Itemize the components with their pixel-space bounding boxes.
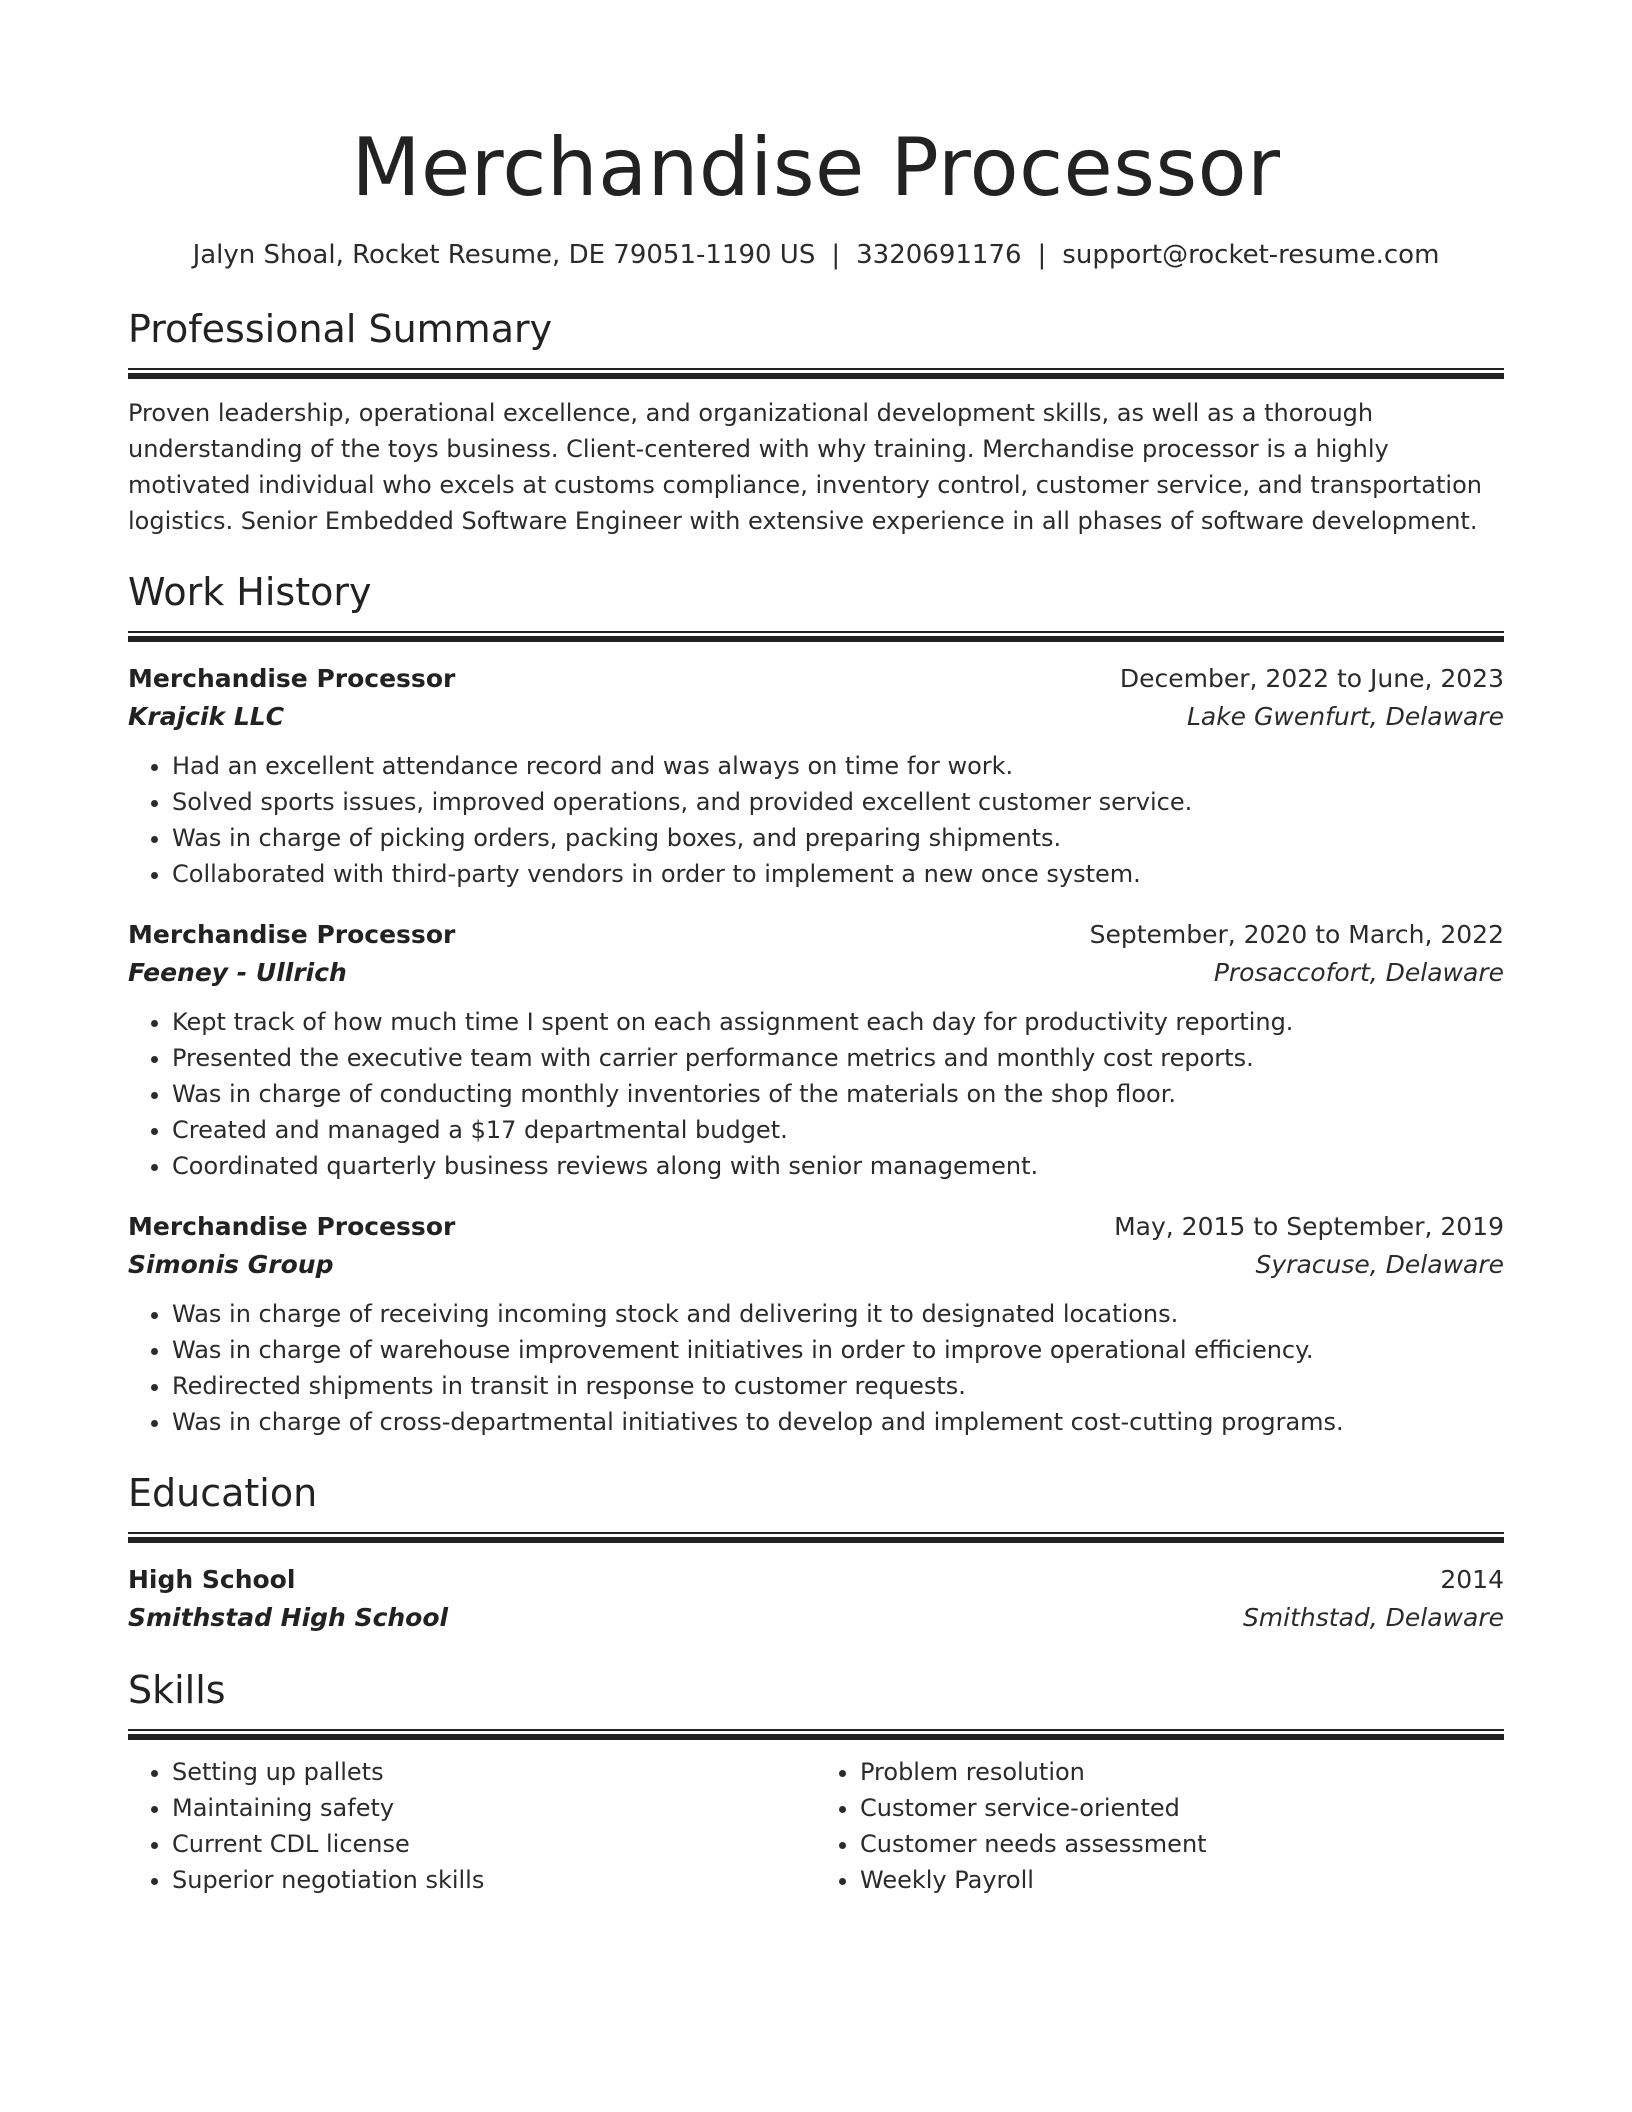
job-bullet: • Was in charge of conducting monthly inventories of the materials on the shop floor. xyxy=(172,1076,1504,1112)
skill-item: • Problem resolution xyxy=(860,1754,1504,1790)
skills-heading: Skills xyxy=(128,1668,226,1712)
resume-title: Merchandise Processor xyxy=(351,121,1281,214)
skill-item: • Current CDL license xyxy=(172,1826,816,1862)
job-title: Merchandise Processor xyxy=(128,920,456,949)
job-location: Prosaccofort, Delaware xyxy=(1213,958,1504,987)
job-bullet: • Had an excellent attendance record and was always on time for work. xyxy=(172,748,1504,784)
summary-section xyxy=(128,304,1504,539)
contact-email: support@rocket-resume.com xyxy=(1062,240,1440,270)
job-title: Merchandise Processor xyxy=(128,664,456,693)
work-history-heading: Work History xyxy=(128,570,372,614)
job-location: Syracuse, Delaware xyxy=(1255,1250,1504,1279)
education-entry xyxy=(128,1561,1504,1637)
education-school: Smithstad High School xyxy=(128,1603,449,1632)
contact-separator: | xyxy=(831,240,841,270)
skills-section xyxy=(128,1665,1504,1898)
skill-item: • Superior negotiation skills xyxy=(172,1862,816,1898)
job-bullet: • Created and managed a $17 departmental budget. xyxy=(172,1112,1504,1148)
section-divider xyxy=(128,1532,1504,1543)
summary-heading: Professional Summary xyxy=(128,307,553,351)
job-bullet: • Solved sports issues, improved operations, and provided excellent customer service. xyxy=(172,784,1504,820)
job-dates: May, 2015 to September, 2019 xyxy=(1114,1212,1504,1241)
education-year: 2014 xyxy=(1440,1565,1504,1594)
skill-item: • Weekly Payroll xyxy=(860,1862,1504,1898)
education-heading: Education xyxy=(128,1471,318,1515)
education-section xyxy=(128,1468,1504,1637)
skills-list-right xyxy=(816,1754,1504,1898)
skills-columns xyxy=(128,1754,1504,1898)
job-bullets xyxy=(128,1296,1504,1440)
job-bullet: • Collaborated with third-party vendors in order to implement a new once system. xyxy=(172,856,1504,892)
skill-item: • Customer needs assessment xyxy=(860,1826,1504,1862)
job-bullet: • Was in charge of receiving incoming stock and delivering it to designated locations. xyxy=(172,1296,1504,1332)
skill-item: • Customer service-oriented xyxy=(860,1790,1504,1826)
job-location: Lake Gwenfurt, Delaware xyxy=(1186,702,1504,731)
summary-text: Proven leadership, operational excellence, and organizational development skills, as well as a thorough understanding of the toys business. Client-centered with why training. Merchandise processor is a highly motivated individual who excels at customs compliance, inventory control, customer service, and transportation logistics. Senior Embedded Software Engineer with extensive experience in all phases of software development. xyxy=(128,399,1482,535)
job-bullet: • Was in charge of cross-departmental initiatives to develop and implement cost-cutting programs. xyxy=(172,1404,1504,1440)
job-company: Simonis Group xyxy=(128,1250,334,1279)
contact-line xyxy=(128,238,1504,272)
section-divider xyxy=(128,1729,1504,1740)
job-bullet: • Presented the executive team with carrier performance metrics and monthly cost reports. xyxy=(172,1040,1504,1076)
work-history-section xyxy=(128,567,1504,1440)
job-company: Feeney - Ullrich xyxy=(128,958,347,987)
education-degree: High School xyxy=(128,1565,296,1594)
job-bullet: • Redirected shipments in transit in response to customer requests. xyxy=(172,1368,1504,1404)
contact-separator: | xyxy=(1037,240,1047,270)
job-bullet: • Was in charge of picking orders, packing boxes, and preparing shipments. xyxy=(172,820,1504,856)
job-entry xyxy=(128,916,1504,1184)
job-title: Merchandise Processor xyxy=(128,1212,456,1241)
skill-item: • Setting up pallets xyxy=(172,1754,816,1790)
job-bullets xyxy=(128,1004,1504,1184)
job-bullets xyxy=(128,748,1504,892)
skill-item: • Maintaining safety xyxy=(172,1790,816,1826)
job-dates: September, 2020 to March, 2022 xyxy=(1089,920,1504,949)
job-bullet: • Kept track of how much time I spent on each assignment each day for productivity reporting. xyxy=(172,1004,1504,1040)
job-bullet: • Coordinated quarterly business reviews along with senior management. xyxy=(172,1148,1504,1184)
job-entry xyxy=(128,660,1504,892)
section-divider xyxy=(128,631,1504,642)
job-bullet: • Was in charge of warehouse improvement initiatives in order to improve operational efficiency. xyxy=(172,1332,1504,1368)
contact-address: Jalyn Shoal, Rocket Resume, DE 79051-1190 US xyxy=(192,240,816,270)
job-entry xyxy=(128,1208,1504,1440)
job-dates: December, 2022 to June, 2023 xyxy=(1119,664,1504,693)
skills-list-left xyxy=(128,1754,816,1898)
contact-phone: 3320691176 xyxy=(856,240,1022,270)
education-location: Smithstad, Delaware xyxy=(1242,1603,1504,1632)
section-divider xyxy=(128,368,1504,379)
job-company: Krajcik LLC xyxy=(128,702,285,731)
